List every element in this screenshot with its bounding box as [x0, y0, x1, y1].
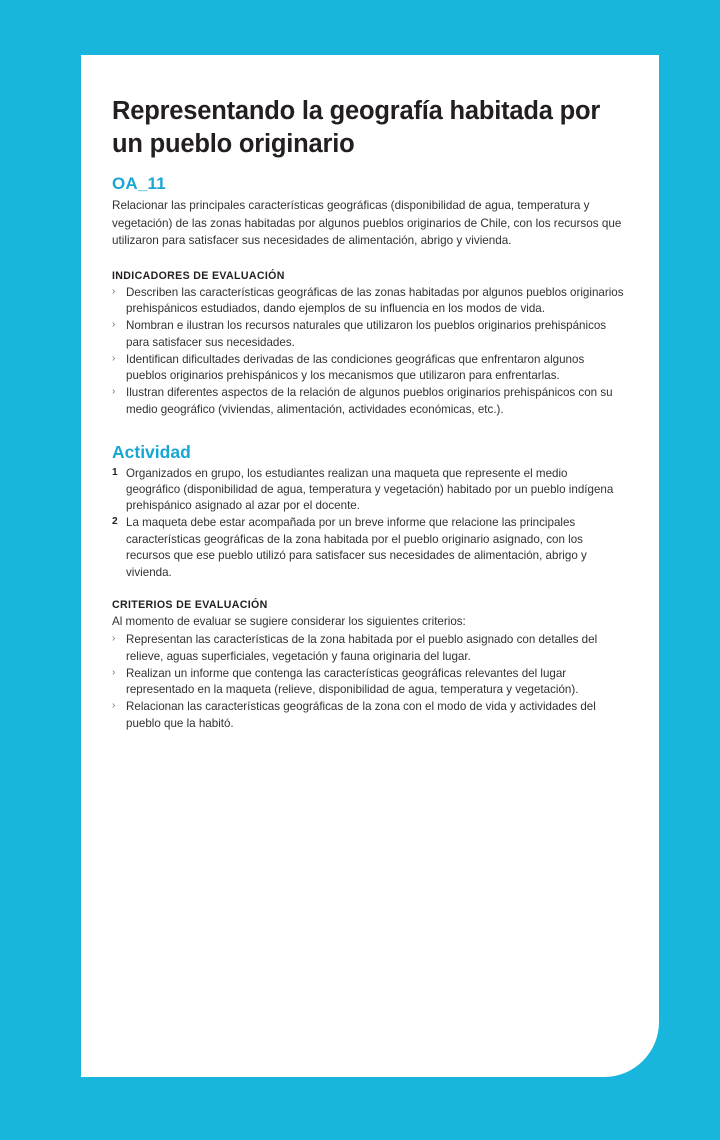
- list-item-text: Ilustran diferentes aspectos de la relación de algunos pueblos originarios prehispánicos con su medio geográfico (viviendas, alimentación, actividades económicas, etc.).: [126, 386, 613, 416]
- chevron-right-icon: ›: [112, 666, 116, 678]
- spacer: [112, 419, 624, 442]
- list-item-text: Organizados en grupo, los estudiantes realizan una maqueta que represente el medio geográfico (disponibilidad de agua, temperatura y vegetación) habitado por un pueblo indígena prehispánico asignado al azar por el docente.: [126, 466, 614, 513]
- criteria-intro: Al momento de evaluar se sugiere considerar los siguientes criterios:: [112, 614, 466, 628]
- list-item: [112, 466, 624, 515]
- chevron-right-icon: ›: [112, 386, 116, 398]
- list-item: [112, 515, 624, 581]
- chevron-right-icon: ›: [112, 352, 116, 364]
- objective-text: Relacionar las principales características geográficas (disponibilidad de agua, temperatura y vegetación) de las zonas habitadas por algunos pueblos originarios de Chile, con los recursos que utilizaron para satisfacer sus necesidades de alimentación, abrigo y vivienda.: [112, 199, 622, 248]
- list-item: [112, 285, 624, 318]
- list-item-text: Representan las características de la zona habitada por el pueblo asignado con detalles del relieve, aguas superficiales, vegetación y fauna originaria del lugar.: [126, 633, 598, 663]
- list-item-text: Describen las características geográficas de las zonas habitadas por algunos pueblos originarios prehispánicos estudiados, dando ejemplos de su influencia en los modos de vida.: [126, 285, 624, 316]
- list-item: [112, 385, 624, 418]
- activity-list: [112, 466, 624, 582]
- list-item: [112, 318, 624, 351]
- criteria-list: [112, 632, 624, 732]
- chevron-right-icon: ›: [112, 285, 116, 297]
- page-title: Representando la geografía habitada por un pueblo originario: [112, 97, 601, 158]
- list-item: [112, 666, 624, 699]
- list-item-number: 1: [112, 466, 118, 478]
- document-page: [81, 55, 659, 1077]
- activity-heading: Actividad: [112, 441, 191, 462]
- list-item: [112, 352, 624, 385]
- list-item-text: Nombran e ilustran los recursos naturales que utilizaron los pueblos originarios prehispánicos para satisfacer sus necesidades.: [126, 319, 607, 349]
- list-item: [112, 699, 624, 732]
- list-item-text: Realizan un informe que contenga las características geográficas relevantes del lugar representado en la maqueta (relieve, disponibilidad de agua, temperatura y vegetación).: [126, 666, 579, 697]
- chevron-right-icon: ›: [112, 700, 116, 712]
- objective-code: OA_11: [112, 174, 166, 194]
- list-item-text: Identifican dificultades derivadas de las condiciones geográficas que enfrentaron algunos pueblos originarios prehispánicos y los mecanismos que utilizaron para enfrentarlas.: [126, 352, 585, 383]
- chevron-right-icon: ›: [112, 319, 116, 331]
- spacer: [112, 582, 624, 599]
- list-item-number: 2: [112, 516, 118, 528]
- indicators-heading: INDICADORES DE EVALUACIÓN: [112, 269, 285, 282]
- chevron-right-icon: ›: [112, 633, 116, 645]
- indicators-list: [112, 285, 624, 418]
- list-item-text: La maqueta debe estar acompañada por un breve informe que relacione las principales características geográficas de la zona habitada por el pueblo originario asignado, con los recursos que ese pueblo utilizó para satisfacer sus necesidades de alimentación, abrigo y vivienda.: [126, 516, 587, 579]
- list-item-text: Relacionan las características geográficas de la zona con el modo de vida y actividades del pueblo que la habitó.: [126, 700, 596, 730]
- document-content: [112, 95, 624, 732]
- list-item: [112, 632, 624, 665]
- criteria-heading: CRITERIOS DE EVALUACIÓN: [112, 598, 268, 611]
